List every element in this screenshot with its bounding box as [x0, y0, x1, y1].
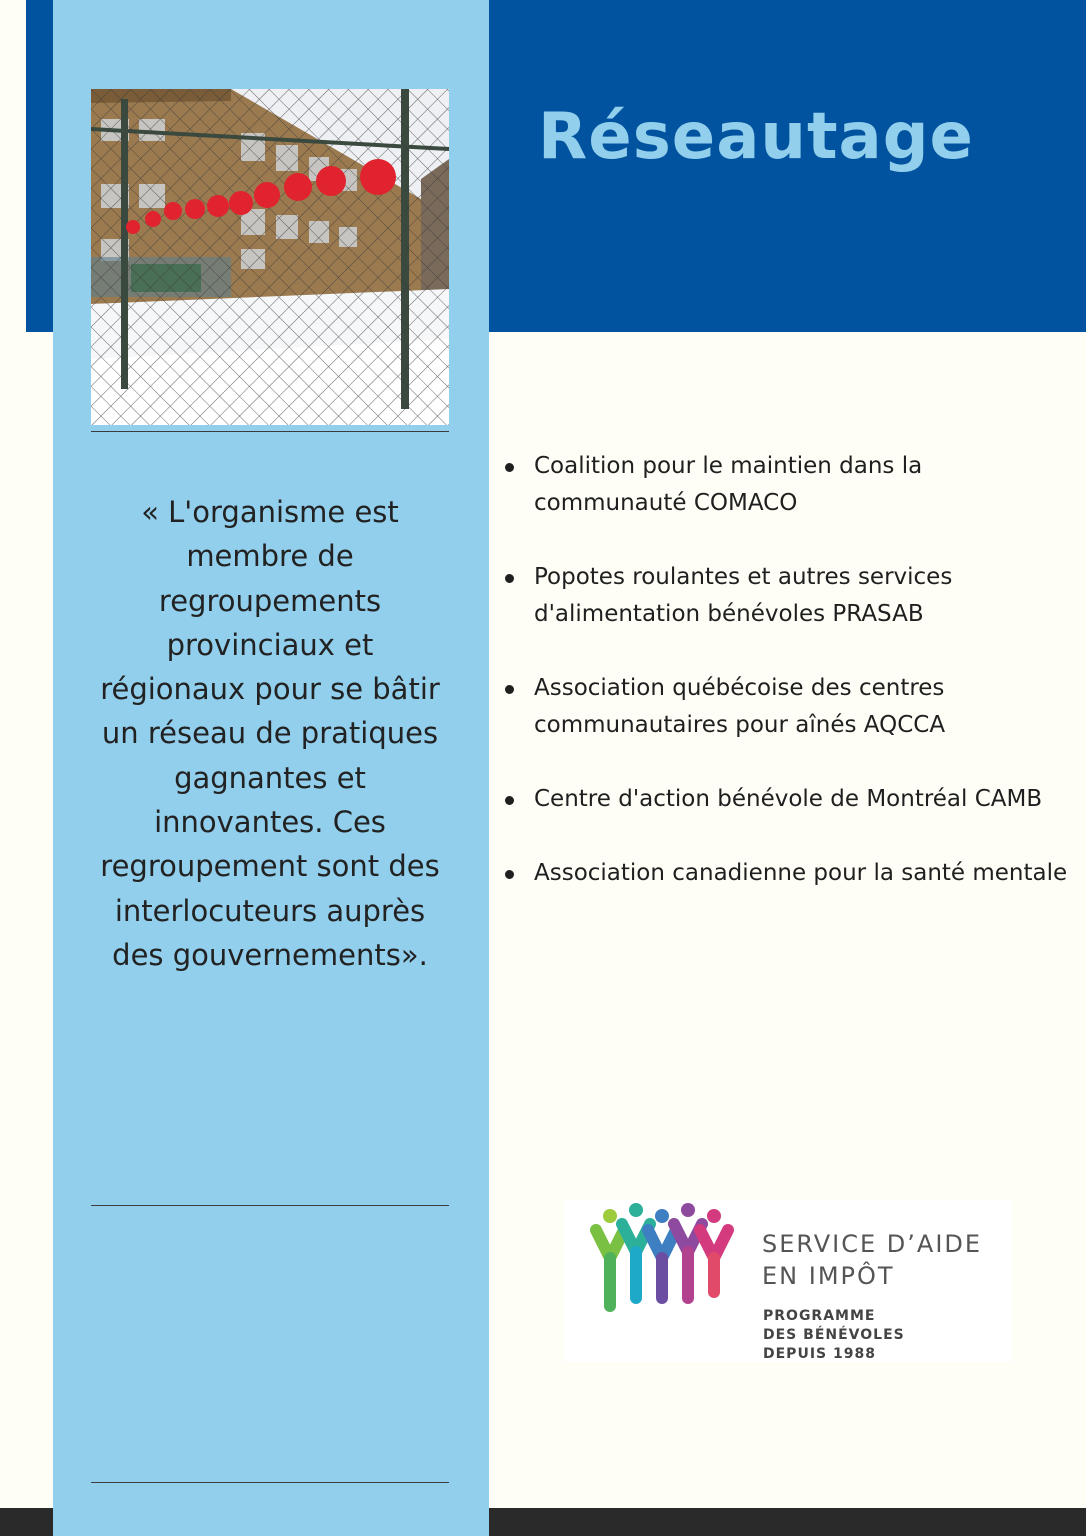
- divider-middle: [91, 1205, 449, 1206]
- divider-top: [91, 431, 449, 432]
- quote-text: « L'organisme est membre de regroupements provinciaux et régionaux pour se bâtir un réseau de pratiques gagnantes et innovantes. Ces regroupement sont des interlocuteurs auprès des gouvernements».: [100, 495, 440, 972]
- bullet-icon: [505, 870, 514, 879]
- list-item: Popotes roulantes et autres services d'alimentation bénévoles PRASAB: [505, 559, 1080, 633]
- list-item: Coalition pour le maintien dans la communauté COMACO: [505, 448, 1080, 522]
- bullet-icon: [505, 685, 514, 694]
- bullet-icon: [505, 463, 514, 472]
- divider-bottom: [91, 1482, 449, 1483]
- page-title: Réseautage: [538, 100, 974, 174]
- list-item: Association québécoise des centres communautaires pour aînés AQCCA: [505, 670, 1080, 744]
- logo-subtitle: PROGRAMME DES BÉNÉVOLES DEPUIS 1988: [763, 1308, 905, 1362]
- list-item: Centre d'action bénévole de Montréal CAMB: [505, 781, 1080, 818]
- left-accent-strip: [26, 0, 54, 332]
- bullet-icon: [505, 574, 514, 583]
- service-aide-impot-logo: [564, 1200, 1012, 1362]
- logo-title: SERVICE D’AIDE EN IMPÔT: [762, 1230, 983, 1290]
- snowy-fence-hearts-photo: [91, 89, 449, 425]
- people-figures-icon: [582, 1202, 762, 1342]
- footer-panel-extension: [53, 1508, 489, 1536]
- list-item: Association canadienne pour la santé mentale: [505, 855, 1080, 892]
- organizations-list: [505, 448, 1080, 929]
- bullet-icon: [505, 796, 514, 805]
